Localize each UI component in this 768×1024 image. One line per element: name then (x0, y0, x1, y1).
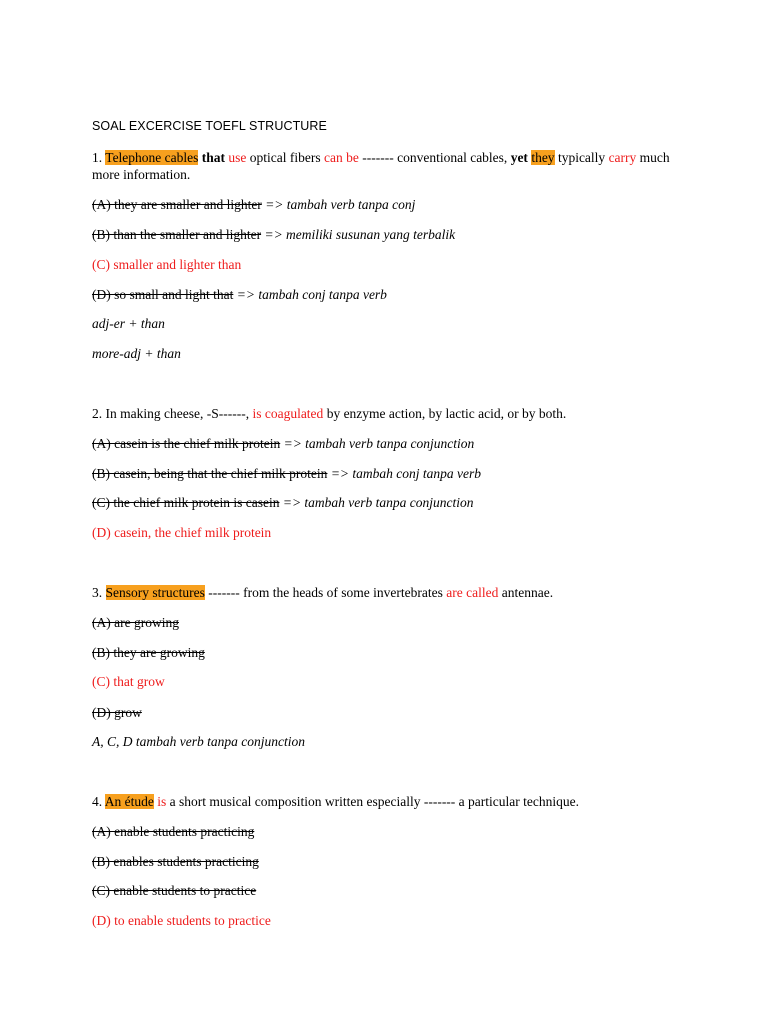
question-1: 1. Telephone cables that use optical fibers can be ------- conventional cables, yet they typically carry much more information. (92, 150, 670, 182)
option-note: => tambah conj tanpa verb (327, 466, 482, 481)
document-heading: SOAL EXCERCISE TOEFL STRUCTURE (92, 119, 327, 133)
bold-conjunction: that (201, 150, 226, 165)
q1-option-d: (D) so small and light that => tambah conj tanpa verb (92, 287, 387, 302)
q2-option-d-answer: (D) casein, the chief milk protein (92, 525, 272, 540)
q2-option-a: (A) casein is the chief milk protein => tambah verb tanpa conjunction (92, 436, 475, 451)
q2-option-c: (C) the chief milk protein is casein => tambah verb tanpa conjunction (92, 495, 474, 510)
q4-option-c: (C) enable students to practice (92, 883, 257, 898)
highlighted-subject: they (531, 150, 555, 165)
q4-option-d-answer: (D) to enable students to practice (92, 913, 271, 928)
question-2: 2. In making cheese, -S------, is coagulated by enzyme action, by lactic acid, or by both. (92, 406, 567, 421)
q4-option-a: (A) enable students practicing (92, 824, 255, 839)
red-verb: can be (324, 150, 359, 165)
highlighted-subject: Sensory structures (105, 585, 205, 600)
red-verb: carry (608, 150, 637, 165)
red-verb: is coagulated (252, 406, 324, 421)
q3-option-d: (D) grow (92, 705, 142, 720)
question-3: 3. Sensory structures ------- from the heads of some invertebrates are called antennae. (92, 585, 554, 600)
q1-option-b: (B) than the smaller and lighter => memiliki susunan yang terbalik (92, 227, 456, 242)
highlighted-subject: Telephone cables (105, 150, 199, 165)
q3-option-a: (A) are growing (92, 615, 179, 630)
q3-note: A, C, D tambah verb tanpa conjunction (92, 734, 305, 749)
q3-option-c-answer: (C) that grow (92, 674, 165, 689)
q1-note-2: more-adj + than (92, 346, 181, 361)
q1-option-a: (A) they are smaller and lighter => tambah verb tanpa conj (92, 197, 416, 212)
q1-option-c-answer: (C) smaller and lighter than (92, 257, 242, 272)
question-4: 4. An étude is a short musical composition written especially ------- a particular technique. (92, 794, 579, 809)
q4-option-b: (B) enables students practicing (92, 854, 259, 869)
q2-option-b: (B) casein, being that the chief milk protein => tambah conj tanpa verb (92, 466, 482, 481)
option-note: => tambah conj tanpa verb (233, 287, 387, 302)
red-verb: is (157, 794, 167, 809)
option-note: => tambah verb tanpa conj (261, 197, 416, 212)
bold-conjunction: yet (510, 150, 528, 165)
red-verb: use (228, 150, 247, 165)
option-note: => tambah verb tanpa conjunction (279, 495, 474, 510)
option-note: => memiliki susunan yang terbalik (261, 227, 456, 242)
q1-note-1: adj-er + than (92, 316, 165, 331)
q3-option-b: (B) they are growing (92, 645, 205, 660)
question-number: 1. (92, 150, 106, 165)
red-verb: are called (446, 585, 499, 600)
highlighted-subject: An étude (104, 794, 154, 809)
option-note: => tambah verb tanpa conjunction (280, 436, 475, 451)
